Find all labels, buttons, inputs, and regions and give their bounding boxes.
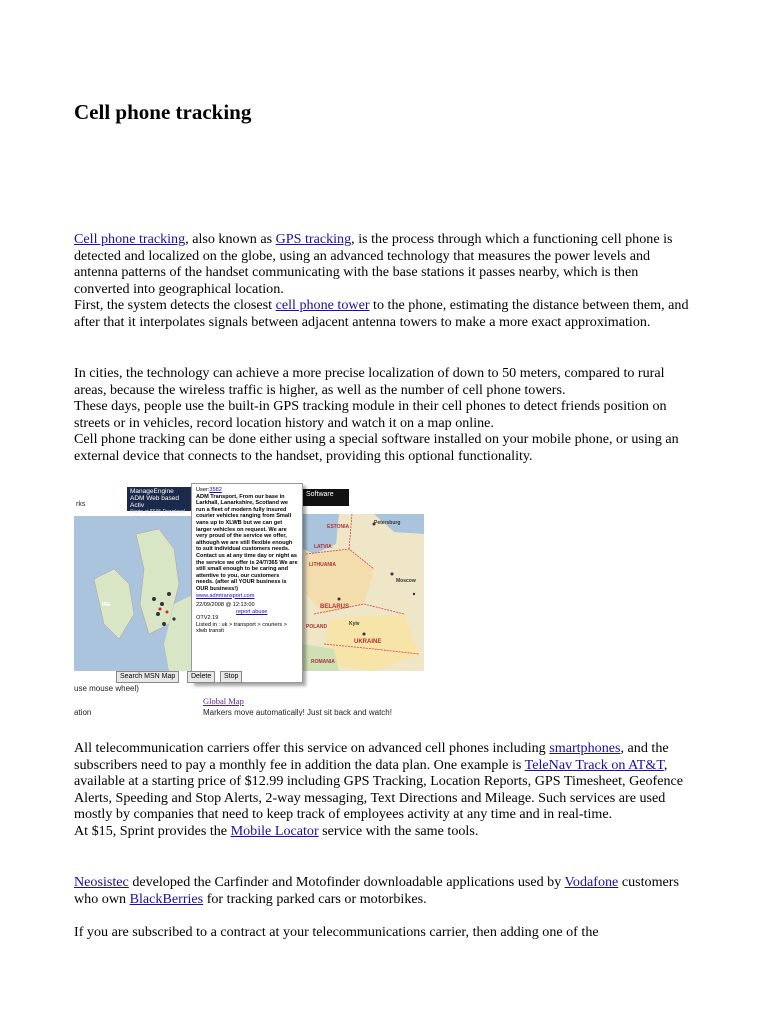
text-span: At $15, Sprint provides the <box>74 822 231 839</box>
balloon-user <box>196 487 298 494</box>
cell-phone-tower-link[interactable]: cell phone tower <box>275 297 370 314</box>
text-span: Cell phone tracking can be done either using a special software installed on your mobile phone, or using an external device that connects to the handset, providing this optional functionality. <box>74 431 679 464</box>
balloon-user-link[interactable]: 3582 <box>209 487 222 493</box>
ad-header-right: Software <box>303 489 349 506</box>
map-label-latvia: LATVIA <box>314 544 332 550</box>
ad-header-left <box>127 487 191 515</box>
balloon-listed: Listed in : uk > transport > couriers > xlwb transit <box>196 621 287 635</box>
smartphones-link[interactable]: smartphones <box>549 740 621 756</box>
ad-header-left-text: ManageEngine ADM Web based Activ <box>130 488 180 509</box>
map-label-kyiv: Kyiv <box>349 621 360 627</box>
map-label-belarus: BELARUS <box>320 604 350 610</box>
map-label-romania: ROMANIA <box>311 659 335 665</box>
map-label-petersburg: Petersburg <box>374 520 401 526</box>
map-label-estonia: ESTONIA <box>327 524 350 530</box>
map-label-poland: POLAND <box>306 624 328 630</box>
mouse-wheel-caption: use mouse wheel) <box>74 684 139 693</box>
balloon-date: 22/09/2008 @ 12:13:00 <box>196 602 255 609</box>
left-caption: ation <box>74 708 92 716</box>
mobile-locator-link[interactable]: Mobile Locator <box>230 822 319 839</box>
vodafone-link[interactable]: Vodafone <box>564 874 619 890</box>
map-label-ireland: IRE <box>102 602 111 608</box>
map-screenshot <box>74 474 424 716</box>
intro-paragraph <box>74 231 696 331</box>
balloon-user-label: User: <box>196 487 210 493</box>
text-span: to the phone, estimating the distance between them, and after that it interpolates signals between adjacent antenna towers to make a more exact approximation. <box>74 297 689 330</box>
balloon-body: ADM Transport, From our base in Larkhall, Lanarkshire, Scotland we run a fleet of modern fully insured courier vehicles ranging from Small vans up to XLWB but we can get larger vehicles on request. We are very proud of the service we offer, although we are still flexible enough to suit individual customers needs. Contact us at any time day or night as the service we offer is 24/7/365 We are still small enough to be caring and attentive to you, our customers needs. (after all YOUR business is OUR business!) <box>196 493 298 592</box>
text-span: In cities, the technology can achieve a more precise localization of down to 50 meters, compared to rural areas, because the wireless traffic is higher, as well as the number of cell phone towers. <box>74 365 665 398</box>
map-label-ukraine: UKRAINE <box>354 639 382 645</box>
ad-header-left-sub: Starts at $695 Download <box>130 509 185 515</box>
contract-paragraph <box>74 924 696 941</box>
page-title: Cell phone tracking <box>74 100 252 124</box>
carriers-paragraph <box>74 740 696 840</box>
text-span: If you are subscribed to a contract at your telecommunications carrier, then adding one of the <box>74 924 599 940</box>
text-span: , also known as <box>185 231 276 247</box>
global-map-link[interactable]: Global Map <box>203 696 244 706</box>
text-span: , is the process through which a functioning cell phone is detected and localized on the globe, using an advanced technology that measures the power levels and antenna patterns of the handset communicating with the base stations it passes nearby, which is then converted into geographical location. <box>74 231 673 297</box>
balloon-site-link[interactable]: www.admtransport.com <box>196 592 255 599</box>
map-label-moscow: Moscow <box>396 578 416 584</box>
text-span: for tracking parked cars or motorbikes. <box>203 890 427 907</box>
balloon-report-link[interactable]: report abuse <box>236 608 268 615</box>
text-span: developed the Carfinder and Motofinder downloadable applications used by <box>128 874 565 890</box>
cell-phone-tracking-link[interactable]: Cell phone tracking <box>74 231 186 247</box>
text-span: service with the same tools. <box>318 822 479 839</box>
search-msn-map-button[interactable]: Search MSN Map <box>116 671 179 683</box>
telenav-link[interactable]: TeleNav Track on AT&T <box>524 756 664 773</box>
map-label-lithuania: LITHUANIA <box>309 562 336 568</box>
text-span: First, the system detects the closest <box>74 297 276 314</box>
balloon-version: OTV2.19 <box>196 615 219 622</box>
text-span: customers who own <box>74 874 679 907</box>
text-span: All telecommunication carriers offer this service on advanced cell phones including <box>74 740 550 756</box>
stop-button[interactable]: Stop <box>220 671 242 683</box>
info-balloon <box>191 483 303 683</box>
partial-label: rks <box>76 501 86 508</box>
gps-tracking-link[interactable]: GPS tracking <box>275 231 352 247</box>
text-span: , available at a starting price of $12.99 including GPS Tracking, Location Reports, GPS Timesheet, Geofence Alerts, Speeding and Stop Alerts, 2-way messaging, Text Directions and Mileage. Such services are used mostly by companies that need to keep track of employees activity at any time and in real-time. <box>74 756 684 823</box>
text-span: , and the subscribers need to pay a monthly fee in addition the data plan. One example is <box>74 740 669 773</box>
delete-button[interactable]: Delete <box>187 671 215 683</box>
text-span: These days, people use the built-in GPS tracking module in their cell phones to detect friends position on streets or in vehicles, record location history and watch it on a map online. <box>74 398 667 431</box>
blackberries-link[interactable]: BlackBerries <box>129 890 204 907</box>
cities-paragraph <box>74 365 696 465</box>
neosistec-link[interactable]: Neosistec <box>74 874 129 890</box>
neosistec-paragraph <box>74 874 696 907</box>
markers-caption: Markers move automatically! Just sit back and watch! <box>203 708 392 716</box>
